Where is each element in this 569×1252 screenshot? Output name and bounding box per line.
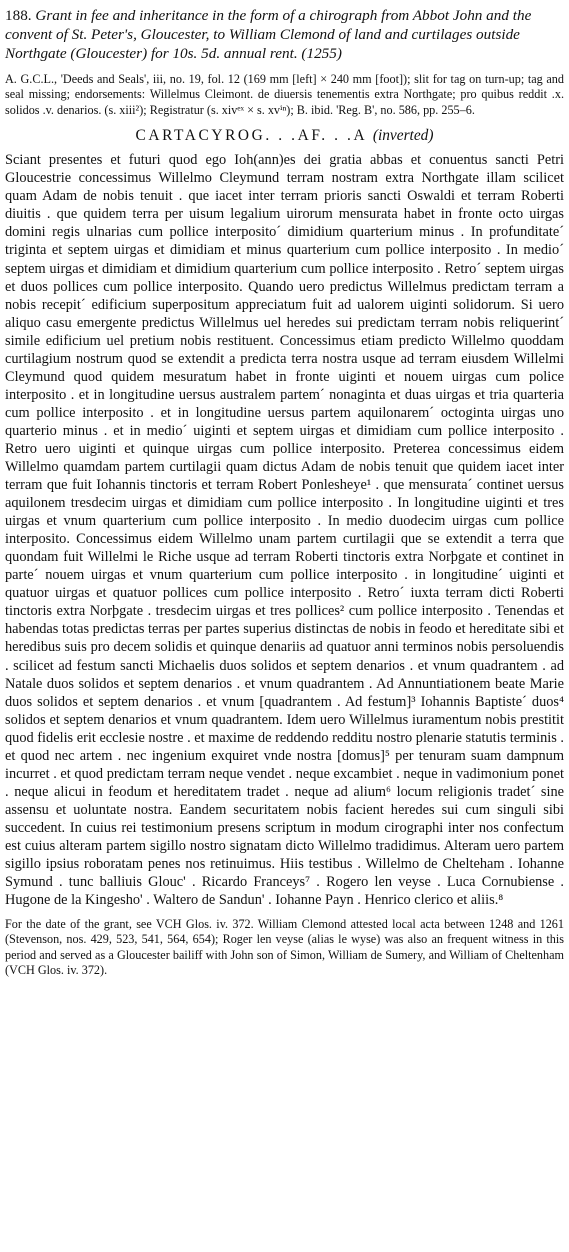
chirograph-text: CARTACYROG. . .AF. . .A xyxy=(135,127,367,145)
document-number: 188. xyxy=(5,7,32,24)
charter-text: Sciant presentes et futuri quod ego Ioh(ann)es dei gratia abbas et conuentus sancti Petri Gloucestrie concessimus Willelmo Cleymund terram nostram extra Northgate illam scilicet quam Adam de nobis tenuit . que iacet inter terram prioris sancti Oswaldi et terram Roberti diuitis . que quidem terra per uisum legalium uirorum mensurata habet in fronte octo uirgas domini regis ulnarias cum pollice interposito´ dimidium quarterium minus . In profunditate´ triginta et septem uirgas et dimidiam et minus quarterium cum pollice interposito . In medio´ septem uirgas et dimidiam et dimidium quarterium cum pollice interposito . Retro´ septem uirgas et duos pollices cum pollice interposito. Quando uero predictus Willelmus predictam terram a nobis recepit´ edificium superpositum appreciatum fuit ad ualorem uiginti solidorum. Si uero aliquo casu emergente predictus Willelmus uel heredes sui predictam terram nobis reliquerint´ simile edificium uel pretium nobis restituent. Concessimus etiam predicto Willelmo quoddam curtilagium nostrum quod se extendit a predicta terra nostra usque ad terram eiusdem Willelmi Cleymund quod quidem mesuratum habet in fronte uiginti et nouem uirgas cum police interposito . et in longitudine uersus australem partem´ nonaginta et duas uirgas et tria quarteria cum pollice interposito . et in longitudine uersus partem aquilonarem´ octoginta uirgas uno quarterio minus . et in medio´ uiginti et septem uirgas et dimidiam cum pollice interposito . Retro uero uiginti et quinque uirgas cum pollice interposito. Preterea concessimus eidem Willelmo quamdam partem curtilagii quam dictus Adam de nobis tenuit que quidem iacet inter terram que fuit Iohannis tinctoris et terram Robert Ponlesheye¹ . que mensurata´ continet uersus aquilonem tresdecim uirgas et dimidiam cum pollice interposito . In longitudine uiginti et tres uirgas et vnum quarterium cum pollice interposito . In medio duodecim uirgas cum pollice interposito. Concessimus eidem Willelmo unam partem curtilagii que se extendit a terra que quondam fuit Willelmi le Riche usque ad terram Roberti tinctoris extra Norþgate et continet in parte´ nouem uirgas et vnum quarterium cum pollice interposito . in longitudine´ uiginti et quatuor uirgas et quatuor pollices cum pollice interposito . Retro´ iuxta terram dicti Roberti tinctoris extra Norþgate . tresdecim uirgas et tres pollices² cum pollice interposito . Tenendas et habendas totas predictas terras per partes superius distinctas de nobis in feodo et hereditate sibi et heredibus suis pro decem solidis et quinque denariis ad quatuor anni terminos nobis persoluendis . scilicet ad festum sancti Michaelis duos solidos et septem denarios . et vnum quadrantem . ad Natale duos solidos et septem denarios . et vnum quadrantem . Ad Annuntiationem beate Marie duos solidos et septem denarios . et vnum [quadrantem . Ad festum]³ Iohannis Baptiste´ duos⁴ solidos et septem denarios et vnum quadrantem. Idem uero Willelmus iuramentum nobis prestitit quod fidelis erit ecclesie nostre . et maxime de reddendo redditu nostro plenarie statutis terminis . et quod nec artem . nec ingenium exquiret vnde nostra [domus]⁵ per tenuram suam dampnum incurret . et quod predictam terram neque vendet . neque excambiet . neque in vadimonium ponet . neque alicui in feodum et hereditatem tradet . neque ad alium⁶ locum religionis tradet´ sine assensu et uoluntate nostra. Eandem securitatem nobis facient heredes sui cum singuli sibi succedent. In cuius rei testimonium presens scriptum in modum cirographi inter nos confectum est cuius alteram partem sigillo nostro signatam dicto Willelmo tradidimus. Alteram uero partem sigillo ipsius roboratam penes nos retinuimus. Hiis testibus . Willelmo de Chelteham . Iohanne Symund . tunc balliuis Glouc' . Ricardo Franceys⁷ . Rogero len veyse . Luca Cornubiense . Hugone de la Kingesho' . Waltero de Sandun' . Iohanne Payn . Henrico clerico et aliis.⁸ xyxy=(5,152,564,909)
chirograph-line xyxy=(5,126,564,145)
source-description: A. G.C.L., 'Deeds and Seals', iii, no. 19, fol. 12 (169 mm [left] × 240 mm [foot]); slit for tag on turn-up; tag and seal missing; endorsements: Willelmus Cleimont. de diuersis tenementis extra Northgate; pro quibus reddit .x. solidos .v. denarios. (s. xiii²); Registratur (s. xivᵉˣ × s. xvⁱⁿ); B. ibid. 'Reg. B', no. 586, pp. 255–6. xyxy=(5,72,564,117)
document-heading xyxy=(5,6,564,63)
commentary-note: For the date of the grant, see VCH Glos. iv. 372. William Clemond attested local acta between 1248 and 1261 (Stevenson, nos. 429, 523, 541, 564, 654); Roger len veyse (alias le wyse) was also an frequent witness in this period and served as a Gloucester bailiff with John son of Simon, William de Sumery, and William of Cheltenham (VCH Glos. iv. 372). xyxy=(5,917,564,978)
chirograph-note: (inverted) xyxy=(372,127,434,145)
document-title: Grant in fee and inheritance in the form of a chirograph from Abbot John and the convent of St. Peter's, Gloucester, to William Clemond of land and curtilages outside Northgate (Gloucester) for 10s. 5d. annual rent. (1255) xyxy=(5,7,532,62)
